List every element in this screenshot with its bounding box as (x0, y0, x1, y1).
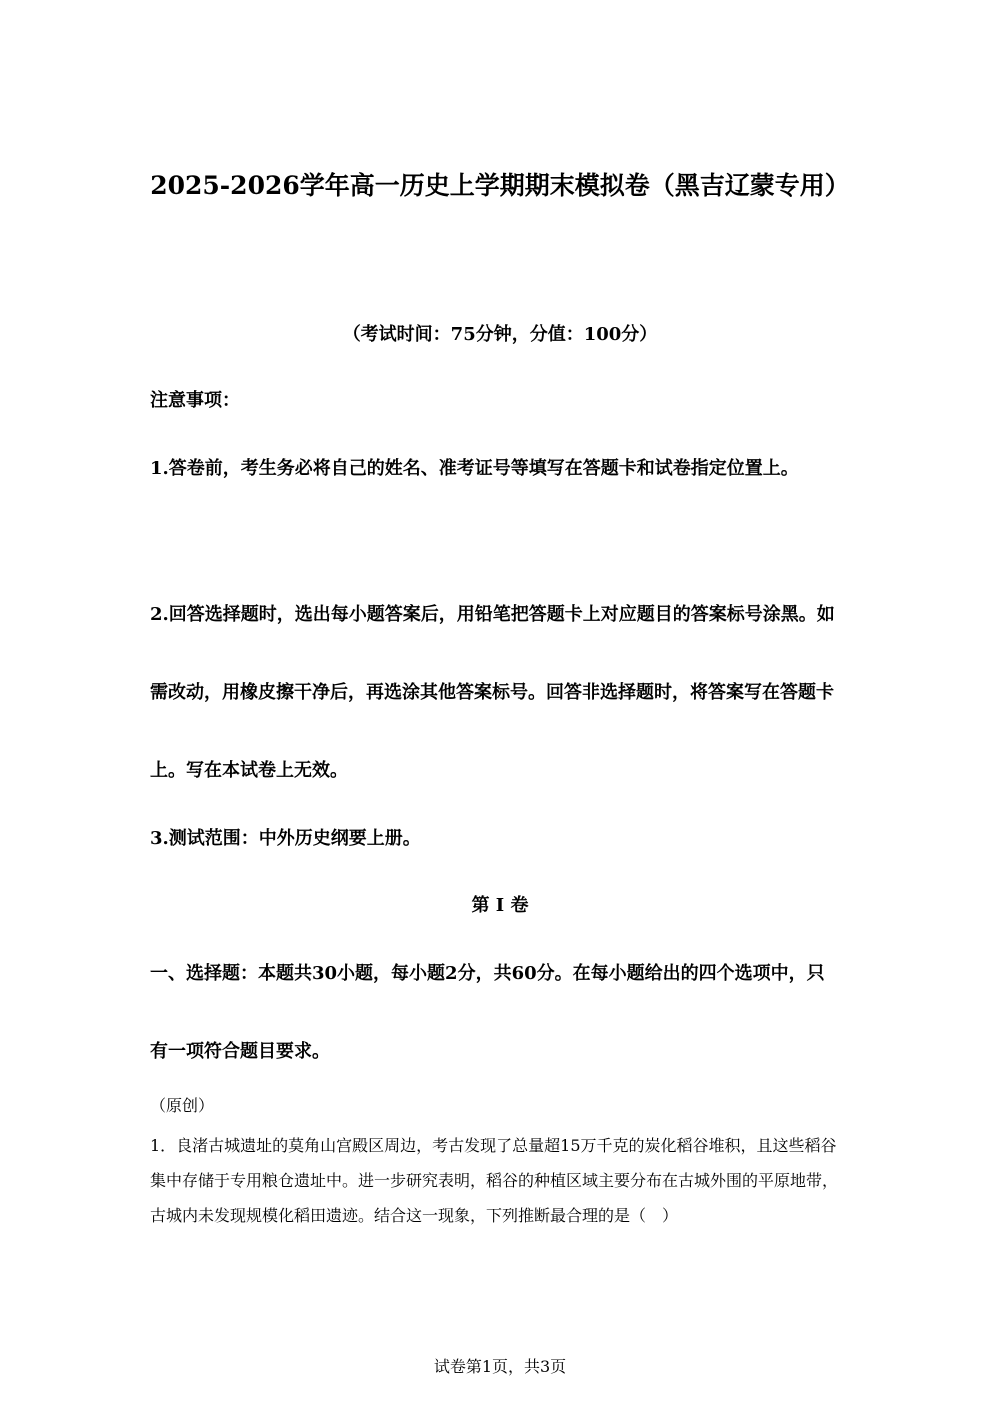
notice-item-1: 1.答卷前，考生务必将自己的姓名、准考证号等填写在答题卡和试卷指定位置上。 (150, 458, 799, 479)
question-1-text: 1．良渚古城遗址的莫角山宫殿区周边，考古发现了总量超15万千克的炭化稻谷堆积，且这些稻谷集中存储于专用粮仓遗址中。进一步研究表明，稻谷的种植区域主要分布在古城外围的平原地带，古城内未发现规模化稻田遗迹。结合这一现象，下列推断最合理的是（ ） (150, 1136, 839, 1225)
notice-item-2: 2.回答选择题时，选出每小题答案后，用铅笔把答题卡上对应题目的答案标号涂黑。如需改动，用橡皮擦干净后，再选涂其他答案标号。回答非选择题时，将答案写在答题卡上。写在本试卷上无效。 (150, 604, 835, 781)
question-source-tag: （原创） (150, 1096, 215, 1115)
exam-info: （考试时间：75分钟，分值：100分） (342, 324, 658, 345)
section-heading: 一、选择题：本题共30小题，每小题2分，共60分。在每小题给出的四个选项中，只有一项符合题目要求。 (150, 963, 825, 1062)
volume-heading: 第 I 卷 (471, 895, 529, 916)
notice-heading: 注意事项： (150, 390, 240, 411)
document-title: 2025-2026学年高一历史上学期期末模拟卷（黑吉辽蒙专用） (150, 171, 850, 200)
page-footer: 试卷第1页，共3页 (433, 1357, 567, 1376)
notice-item-3: 3.测试范围：中外历史纲要上册。 (150, 828, 421, 849)
